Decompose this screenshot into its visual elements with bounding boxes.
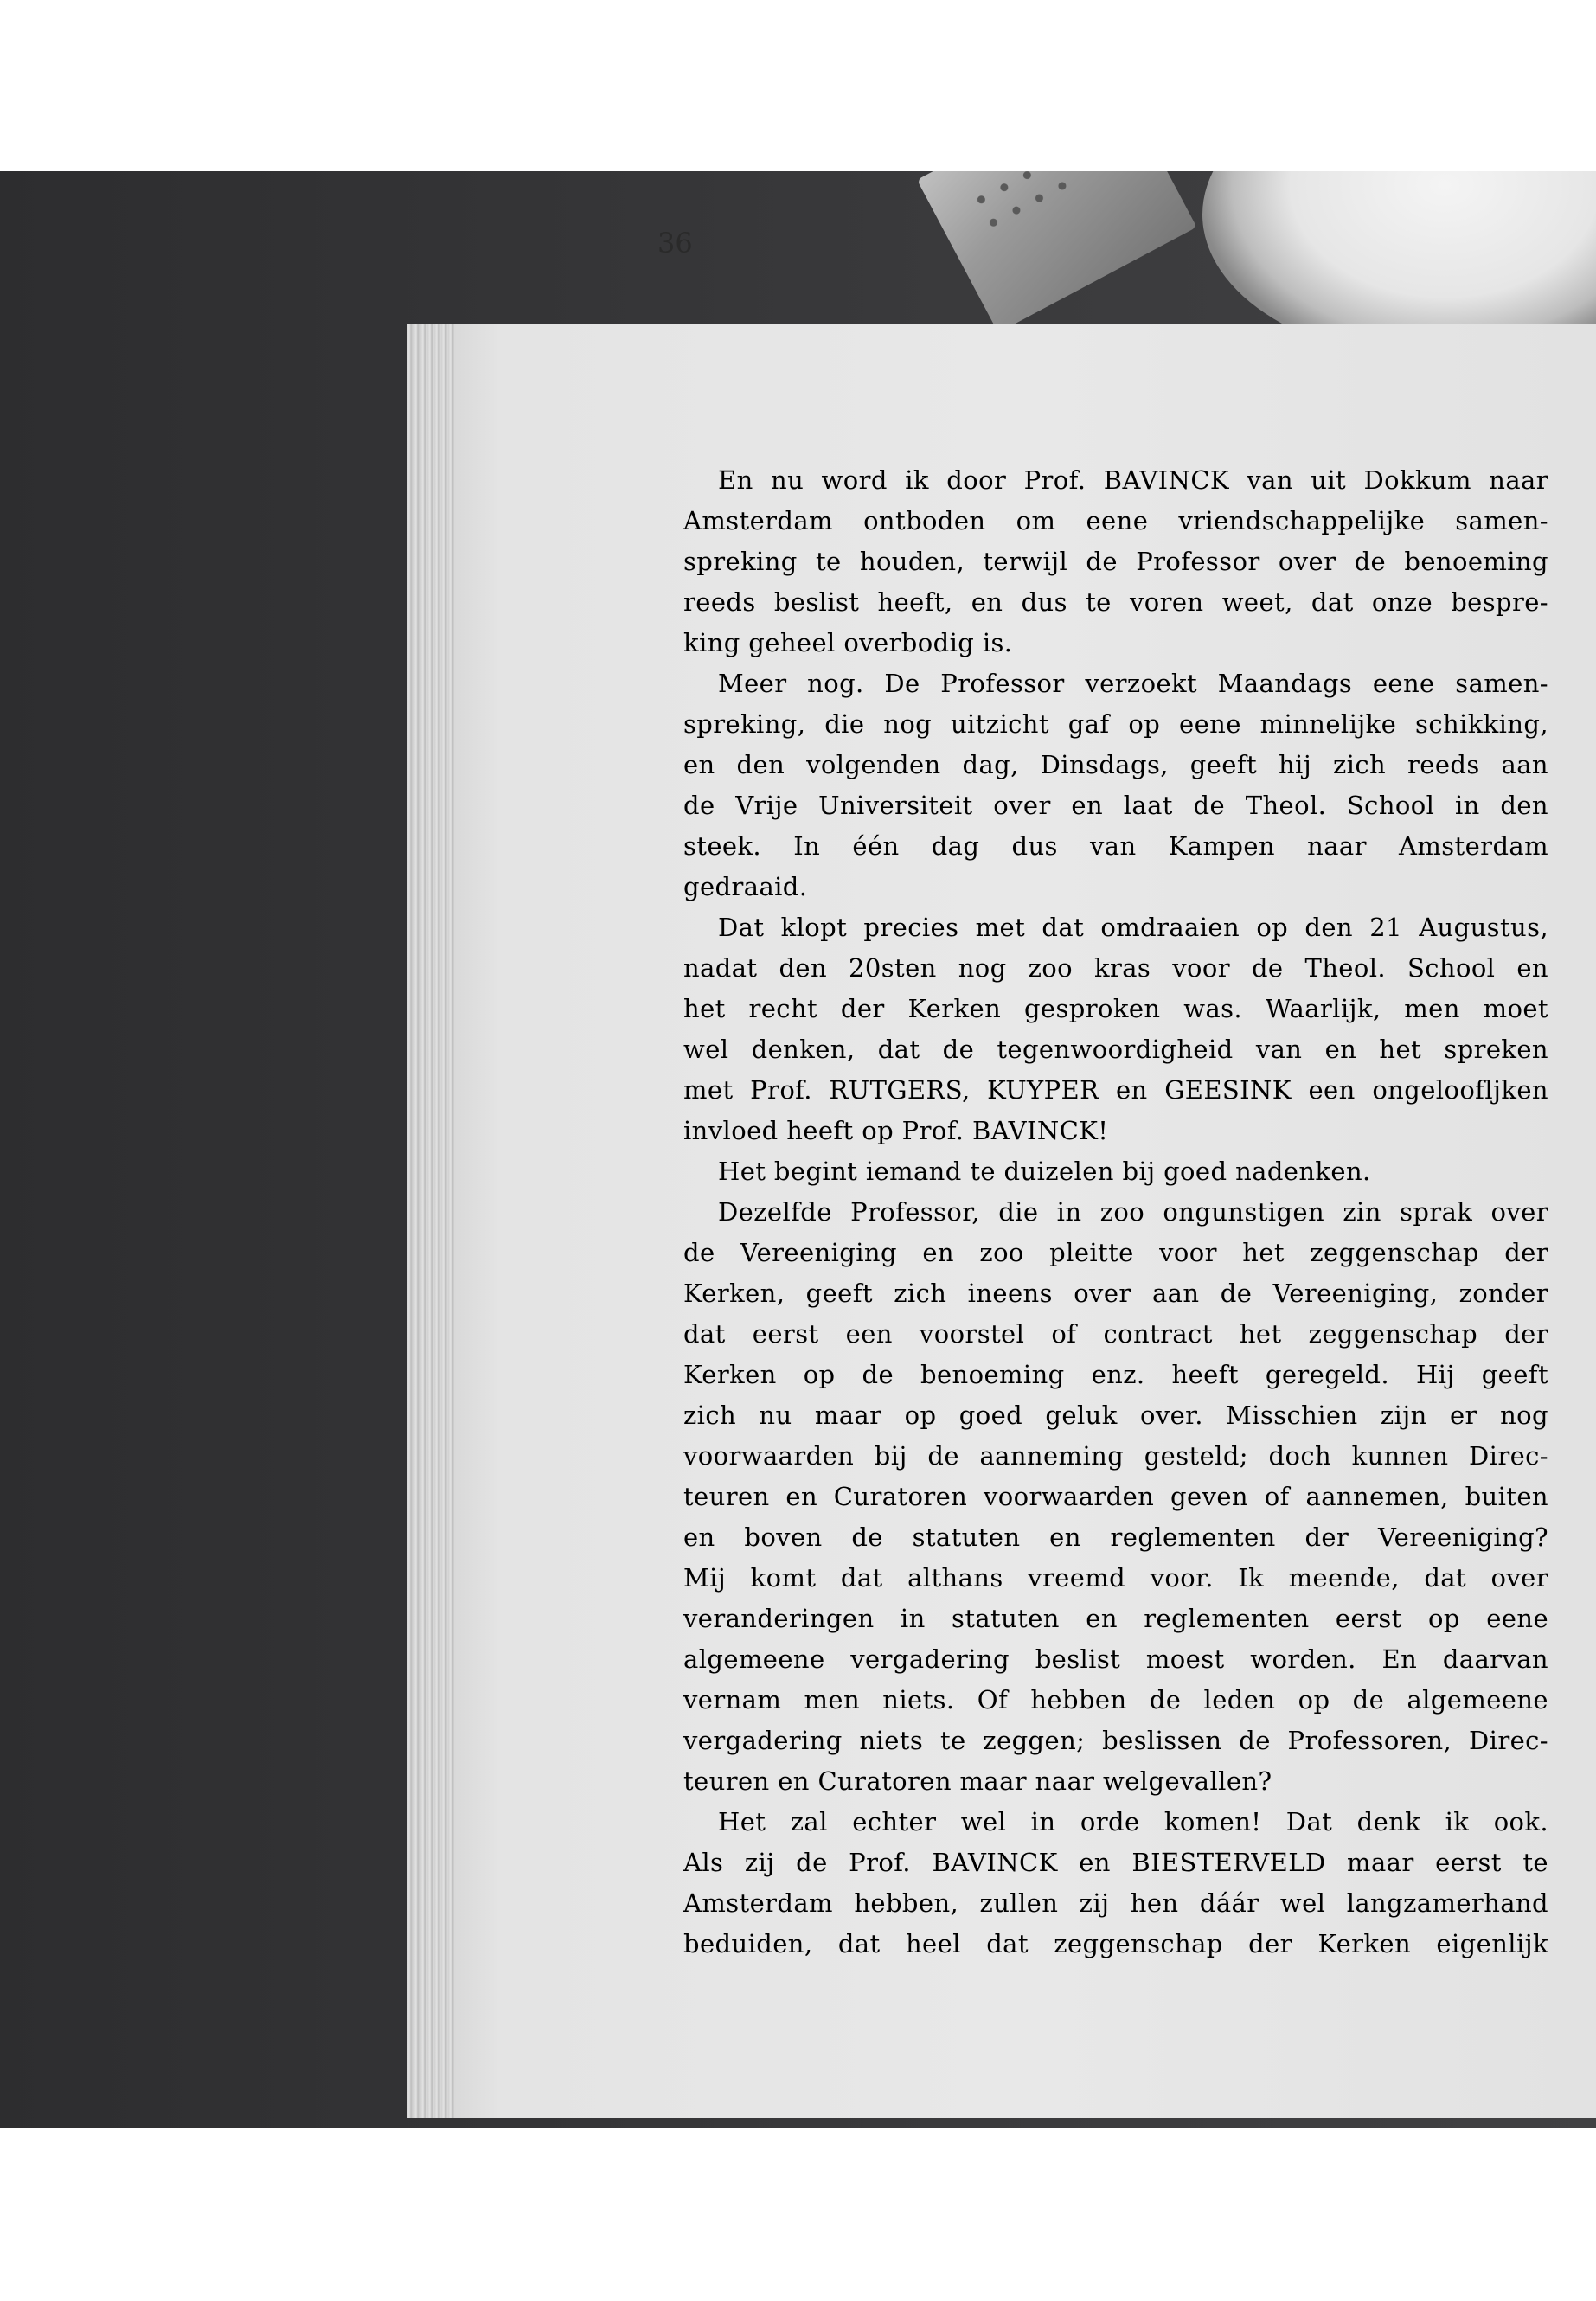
text-line: nadat den 20sten nog zoo kras voor de Theol. School en bbox=[683, 953, 1548, 983]
text-line: vernam men niets. Of hebben de leden op de algemeene bbox=[683, 1685, 1548, 1715]
text-line: met Prof. RUTGERS, KUYPER en GEESINK een ongeloofljken bbox=[683, 1075, 1548, 1105]
text-line: Het begint iemand te duizelen bij goed nadenken. bbox=[718, 1157, 1371, 1186]
text-line: de Vrije Universiteit over en laat de Theol. School in den bbox=[683, 791, 1548, 820]
text-line: de Vereeniging en zoo pleitte voor het zeggenschap der bbox=[683, 1238, 1548, 1267]
page-number: 36 bbox=[657, 227, 693, 260]
text-line: beduiden, dat heel dat zeggenschap der Kerken eigenlijk bbox=[683, 1929, 1548, 1958]
text-line: vergadering niets te zeggen; beslissen de Professoren, Direc- bbox=[683, 1726, 1548, 1755]
text-line: Kerken, geeft zich ineens over aan de Vereeniging, zonder bbox=[683, 1279, 1548, 1308]
text-line: steek. In één dag dus van Kampen naar Amsterdam bbox=[683, 831, 1548, 861]
text-line: en boven de statuten en reglementen der Vereeniging? bbox=[683, 1522, 1548, 1552]
text-line: Dat klopt precies met dat omdraaien op den 21 Augustus, bbox=[718, 913, 1548, 942]
text-line: Mij komt dat althans vreemd voor. Ik meende, dat over bbox=[683, 1563, 1548, 1593]
text-line: Meer nog. De Professor verzoekt Maandags eene samen- bbox=[718, 669, 1548, 698]
text-line: teuren en Curatoren maar naar welgevallen? bbox=[683, 1766, 1272, 1796]
text-line: Kerken op de benoeming enz. heeft geregeld. Hij geeft bbox=[683, 1360, 1548, 1389]
text-line: invloed heeft op Prof. BAVINCK! bbox=[683, 1116, 1109, 1145]
text-line: Dezelfde Professor, die in zoo ongunstigen zin sprak over bbox=[718, 1197, 1548, 1227]
cup-decoration bbox=[917, 171, 1196, 333]
text-line: zich nu maar op goed geluk over. Misschien zijn er nog bbox=[683, 1400, 1548, 1430]
text-line: king geheel overbodig is. bbox=[683, 628, 1013, 657]
text-line: algemeene vergadering beslist moest worden. En daarvan bbox=[683, 1644, 1548, 1674]
text-line: Amsterdam hebben, zullen zij hen dáár wel langzamerhand bbox=[683, 1888, 1548, 1918]
text-line: gedraaid. bbox=[683, 872, 808, 901]
text-line: Als zij de Prof. BAVINCK en BIESTERVELD maar eerst te bbox=[683, 1848, 1548, 1877]
text-line: teuren en Curatoren voorwaarden geven of aannemen, buiten bbox=[683, 1482, 1548, 1511]
text-line: spreking, die nog uitzicht gaf op eene minnelijke schikking, bbox=[683, 709, 1548, 739]
text-line: wel denken, dat de tegenwoordigheid van en het spreken bbox=[683, 1035, 1548, 1064]
page-text bbox=[683, 460, 1548, 1965]
text-line: het recht der Kerken gesproken was. Waarlijk, men moet bbox=[683, 994, 1548, 1023]
text-line: dat eerst een voorstel of contract het zeggenschap der bbox=[683, 1319, 1548, 1349]
text-line: spreking te houden, terwijl de Professor over de benoeming bbox=[683, 547, 1548, 576]
text-line: Amsterdam ontboden om eene vriendschappelijke samen- bbox=[683, 506, 1548, 535]
text-line: En nu word ik door Prof. BAVINCK van uit Dokkum naar bbox=[718, 465, 1548, 495]
page-edges bbox=[407, 324, 458, 2118]
text-line: veranderingen in statuten en reglementen eerst op eene bbox=[683, 1604, 1548, 1633]
text-line: Het zal echter wel in orde komen! Dat denk ik ook. bbox=[718, 1807, 1548, 1836]
text-line: en den volgenden dag, Dinsdags, geeft hij zich reeds aan bbox=[683, 750, 1548, 779]
text-line: voorwaarden bij de aanneming gesteld; doch kunnen Direc- bbox=[683, 1441, 1548, 1471]
text-line: reeds beslist heeft, en dus te voren weet, dat onze bespre- bbox=[683, 587, 1548, 617]
